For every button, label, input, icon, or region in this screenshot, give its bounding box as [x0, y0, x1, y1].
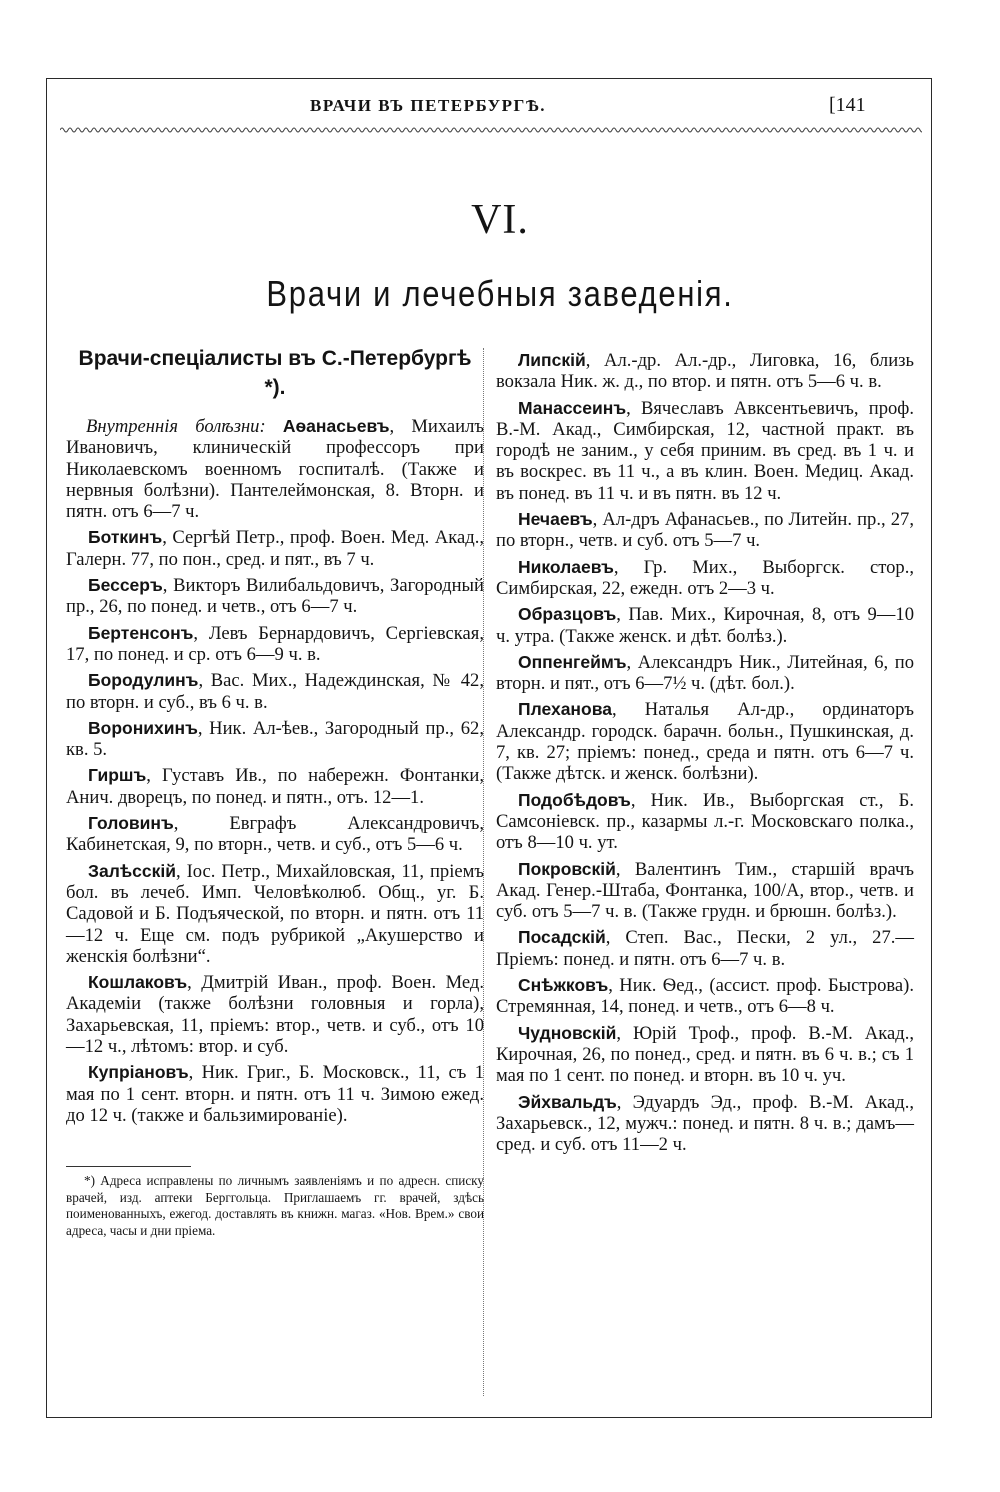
- doctor-entry: [496, 350, 914, 393]
- doctor-details: , Дмитрій Иван., проф. Воен. Мед. Академіи (также болѣзни головныя и горла), Захарьевская, 11, пріемъ: втор., четв. и суб., отъ 10—12 ч., лѣтомъ: втор. и суб.: [66, 972, 484, 1058]
- left-entry-list: [66, 527, 484, 1126]
- doctor-entry: [496, 509, 914, 552]
- doctor-name: Покровскій: [518, 858, 616, 879]
- doctor-details: , Викторъ Вилибальдовичъ, Загородный пр., 26, по понед. и четв., отъ 6—7 ч.: [66, 575, 484, 618]
- doctor-details: , Гр. Мих., Выборгск. стор., Симбирская, 22, ежедн. отъ 2—3 ч.: [496, 556, 914, 599]
- doctor-entry: [66, 765, 484, 808]
- doctor-details: , Левъ Бернардовичъ, Сергіевская, 17, по понед. и ср. отъ 6—9 ч. в.: [66, 622, 484, 665]
- doctor-name: Аѳанасьевъ: [282, 416, 390, 436]
- page-number: [141: [829, 94, 866, 116]
- doctor-details: , Александръ Ник., Литейная, 6, по вторн. и пят., отъ 6—7½ ч. (дѣт. бол.).: [496, 651, 914, 695]
- doctor-entry: [496, 790, 914, 854]
- doctor-details: , Ник. Ал-ѣев., Загородный пр., 62, кв. 5.: [66, 717, 484, 761]
- doctor-entry: [496, 1023, 914, 1087]
- doctor-name: Николаевъ: [518, 556, 614, 577]
- right-column: [496, 350, 914, 1160]
- doctor-details: , Ник. Ѳед., (ассист. проф. Быстрова). Стремянная, 14, понед. и четв., отъ 6—8 ч.: [496, 975, 914, 1018]
- doctor-entry: [66, 670, 484, 713]
- doctor-name: Эйхвальдъ: [518, 1091, 617, 1112]
- doctor-entry: [66, 813, 484, 856]
- doctor-details: , Степ. Вас., Пески, 2 ул., 27.—Пріемъ: понед. и пятн. отъ 6—7 ч. в.: [496, 927, 914, 970]
- doctor-details: , Вячеславъ Авксентьевичъ, проф. В.-М. Акад., Симбирская, 12, частной практ. въ городѣ не заним., у себя приним. въ сред. въ 1 ч. и въ воскрес. въ 11 ч., а въ клин. Воен. Медиц. Акад. въ понед. въ 11 ч. и въ пятн. въ 12 ч.: [496, 397, 914, 504]
- header-wave-rule: [60, 123, 922, 137]
- doctor-name: Боткинъ: [88, 527, 163, 548]
- doctor-details: , Наталья Ал-др., ординаторъ Александр. городск. барачн. больн., Пушкинская, д. 7, кв. 27; пріемъ: понед., среда и пятн. отъ 6—7 ч. (Также дѣтск. и женск. болѣзни).: [496, 699, 914, 785]
- doctor-name: Плеханова: [518, 699, 612, 720]
- doctor-name: Оппенгеймъ: [518, 651, 627, 672]
- doctor-name: Гиршъ: [88, 765, 147, 786]
- doctor-entry: [496, 604, 914, 647]
- doctor-entry: [496, 699, 914, 784]
- doctor-details: , Ник. Григ., Б. Московск., 11, съ 1 мая по 1 сент. вторн. и пятн. отъ 11 ч. Зимою ежед. до 12 ч. (также и бальзимированіе).: [66, 1062, 484, 1126]
- part-number: VI.: [471, 197, 529, 243]
- doctor-details: , Вас. Мих., Надеждинская, № 42, по вторн. и суб., въ 6 ч. в.: [66, 670, 484, 713]
- doctor-entry: [496, 859, 914, 923]
- doctor-name: Залѣсскій: [88, 860, 176, 881]
- doctor-details: , Густавъ Ив., по набережн. Фонтанки, Анич. дворецъ, по понед. и пятн., отъ. 12—1.: [66, 765, 484, 808]
- doctor-name: Подобѣдовъ: [518, 789, 631, 810]
- doctor-entry: [66, 527, 484, 570]
- doctor-details: , Ник. Ив., Выборгская ст., Б. Самсоніевск. пр., казармы л.-г. Московскаго полка., отъ 8—10 ч. ут.: [496, 789, 914, 854]
- footnote: *) Адреса исправлены по личнымъ заявленіямъ и по адресн. списку врачей, изд. аптеки Берггольца. Приглашаемъ гг. врачей, здѣсь поименованныхъ, ежегод. доставлять въ книжн. магаз. «Нов. Врем.» свои адреса, часы и дни пріема.: [66, 1173, 484, 1238]
- doctor-name: Купріановъ: [88, 1062, 189, 1083]
- doctor-entry: [496, 652, 914, 695]
- doctor-entry: [66, 575, 484, 618]
- doctor-name: Образцовъ: [518, 604, 617, 625]
- doctor-details: , Юрій Троф., проф. В.-М. Акад., Кирочная, 26, по понед., сред. и пятн. въ 6 ч. в.; съ 1 мая по 1 сент. по понед. и вторн. въ 10 ч. уч.: [496, 1022, 914, 1087]
- doctor-details: , Валентинъ Тим., старшій врачъ Акад. Генер.-Штаба, Фонтанка, 100/А, втор., четв. и суб. отъ 5—7 ч. в. (Также грудн. и брюшн. болѣз.).: [496, 858, 914, 923]
- doctor-entry: [496, 557, 914, 600]
- doctor-name: Нечаевъ: [518, 509, 593, 530]
- doctor-name: Воронихинъ: [88, 717, 198, 738]
- doctor-name: Головинъ: [88, 813, 174, 834]
- doctor-details: , Ал-дръ Афанасьев., по Литейн. пр., 27, по вторн., четв. и суб. отъ 5—7 ч.: [496, 509, 914, 552]
- doctor-name: Бессеръ: [88, 575, 163, 596]
- doctor-details: , Михаилъ Ивановичъ, клиническій профессоръ при Николаевскомъ военномъ госпиталѣ. (Также и нервныя болѣзни). Пантелеймонская, 8. Вторн. и пятн. отъ 6—7 ч.: [66, 416, 484, 523]
- left-column: [66, 344, 484, 1239]
- doctor-details: , Сергѣй Петр., проф. Воен. Мед. Акад., Галерн. 77, по пон., сред. и пят., въ 7 ч.: [66, 527, 484, 570]
- doctor-entry: [66, 861, 484, 967]
- footnote-rule: [66, 1166, 191, 1167]
- right-entry-list: [496, 350, 914, 1155]
- doctor-entry: [496, 927, 914, 970]
- doctor-name: Чудновскій: [518, 1022, 617, 1043]
- doctor-entry: [66, 972, 484, 1057]
- doctor-entry: [66, 718, 484, 761]
- doctor-name: Посадскій: [518, 927, 606, 948]
- doctor-details: , Іос. Петр., Михайловская, 11, пріемъ бол. въ лечеб. Имп. Человѣколюб. Общ., уг. Б. Садовой и Б. Подъяческой, по вторн. и пятн. отъ 11—12 ч. Еще см. подъ рубрикой „Акушерство и женскія болѣзни“.: [66, 860, 484, 967]
- doctor-entry: [496, 398, 914, 504]
- doctor-details: , Ал.-др. Ал.-др., Лиговка, 16, близь вокзала Ник. ж. д., по втор. и пятн. отъ 5—6 ч. в.: [496, 350, 914, 393]
- doctor-details: , Пав. Мих., Кирочная, 8, отъ 9—10 ч. утра. (Также женск. и дѣт. болѣз.).: [496, 604, 914, 647]
- doctor-name: Бертенсонъ: [88, 622, 194, 643]
- doctor-entry: [66, 623, 484, 666]
- doctor-name: Снѣжковъ: [518, 975, 609, 996]
- rubric-label: Внутреннія болѣзни:: [86, 416, 266, 437]
- doctor-entry: [66, 1062, 484, 1126]
- doctor-name: Манассеинъ: [518, 397, 627, 418]
- doctor-name: Бородулинъ: [88, 670, 199, 691]
- doctor-name: Липскій: [518, 350, 586, 370]
- doctor-entry: [496, 975, 914, 1018]
- doctor-details: , Евграфъ Александровичъ, Кабинетская, 9, по вторн., четв. и суб., отъ 5—6 ч.: [66, 813, 484, 856]
- part-title: Врачи и лечебныя заведенія.: [266, 273, 734, 314]
- doctor-name: Кошлаковъ: [88, 972, 188, 993]
- doctor-entry: [496, 1092, 914, 1156]
- intro-entry: [66, 416, 484, 522]
- doctor-details: , Эдуардъ Эд., проф. В.-М. Акад., Захарьевск., 12, мужч.: понед. и пятн. 8 ч. в.; дамъ—сред. и суб. отъ 11—2 ч.: [496, 1091, 914, 1156]
- section-heading: Врачи-спеціалисты въ С.-Петербургѣ *).: [78, 347, 472, 399]
- running-title: ВРАЧИ ВЪ ПЕТЕРБУРГѢ.: [310, 96, 547, 115]
